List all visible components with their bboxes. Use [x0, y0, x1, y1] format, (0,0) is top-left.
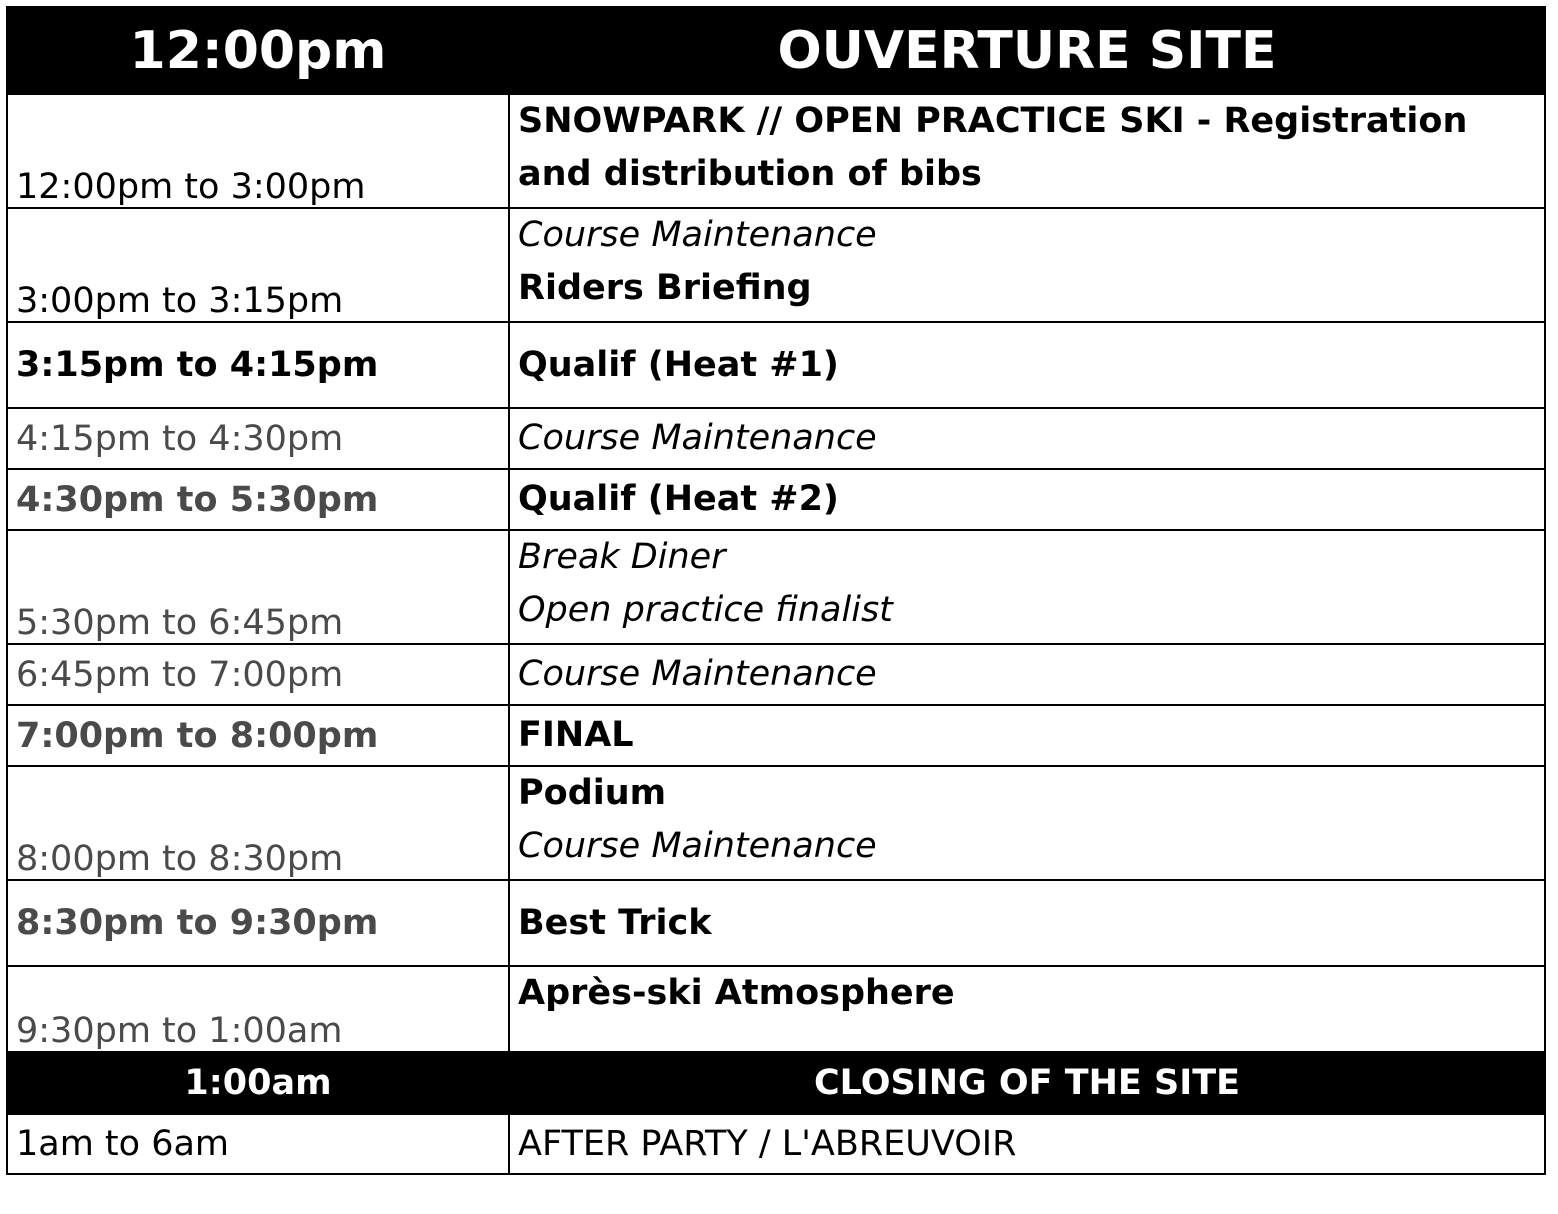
activity-line: Après-ski Atmosphere: [518, 973, 955, 1013]
schedule-row: [7, 469, 1545, 530]
schedule-row: [7, 966, 1545, 1052]
activity-line: SNOWPARK // OPEN PRACTICE SKI - Registration and distribution of bibs: [518, 101, 1468, 194]
row-activity: [509, 469, 1545, 530]
opening-time: 12:00pm: [7, 7, 509, 94]
activity-line: FINAL: [518, 715, 634, 755]
after-party-activity: [509, 1114, 1545, 1174]
schedule-row: [7, 766, 1545, 880]
row-activity: [509, 966, 1545, 1052]
row-time: 5:30pm to 6:45pm: [7, 530, 509, 644]
opening-title: OUVERTURE SITE: [509, 7, 1545, 94]
activity-line: Course Maintenance: [518, 418, 877, 458]
activity-line: Best Trick: [518, 902, 712, 943]
row-activity: [509, 530, 1545, 644]
schedule-row: [7, 408, 1545, 469]
row-activity: [509, 408, 1545, 469]
schedule-row: [7, 94, 1545, 208]
schedule-row: [7, 530, 1545, 644]
row-time: 6:45pm to 7:00pm: [7, 644, 509, 705]
row-activity: [509, 322, 1545, 408]
row-activity: [509, 766, 1545, 880]
row-time: 9:30pm to 1:00am: [7, 966, 509, 1052]
schedule-table: [6, 6, 1546, 1175]
after-party-row: [7, 1114, 1545, 1174]
activity-line: Course Maintenance: [518, 654, 877, 694]
row-activity: [509, 880, 1545, 966]
activity-line: Podium: [518, 773, 667, 813]
activity-line: Course Maintenance: [518, 215, 877, 255]
activity-line: Riders Briefing: [518, 268, 812, 308]
row-activity: [509, 705, 1545, 766]
closing-title: CLOSING OF THE SITE: [509, 1052, 1545, 1114]
activity-line: AFTER PARTY / L'ABREUVOIR: [518, 1123, 1017, 1164]
row-time: 3:00pm to 3:15pm: [7, 208, 509, 322]
activity-line: Qualif (Heat #1): [518, 344, 839, 385]
activity-line: Open practice finalist: [518, 590, 893, 630]
row-time: 4:30pm to 5:30pm: [7, 469, 509, 530]
row-time: 7:00pm to 8:00pm: [7, 705, 509, 766]
schedule-row: [7, 208, 1545, 322]
schedule-row: [7, 880, 1545, 966]
activity-line: Qualif (Heat #2): [518, 479, 839, 519]
after-party-time: 1am to 6am: [7, 1114, 509, 1174]
row-time: 4:15pm to 4:30pm: [7, 408, 509, 469]
schedule-row: [7, 705, 1545, 766]
row-activity: [509, 644, 1545, 705]
row-time: 8:00pm to 8:30pm: [7, 766, 509, 880]
schedule-row: [7, 322, 1545, 408]
row-time: 12:00pm to 3:00pm: [7, 94, 509, 208]
row-activity: [509, 208, 1545, 322]
closing-time: 1:00am: [7, 1052, 509, 1114]
row-time: 3:15pm to 4:15pm: [7, 322, 509, 408]
row-activity: [509, 94, 1545, 208]
opening-header-row: [7, 7, 1545, 94]
activity-line: Course Maintenance: [518, 826, 877, 866]
activity-line: Break Diner: [518, 537, 726, 577]
schedule-row: [7, 644, 1545, 705]
closing-header-row: [7, 1052, 1545, 1114]
row-time: 8:30pm to 9:30pm: [7, 880, 509, 966]
